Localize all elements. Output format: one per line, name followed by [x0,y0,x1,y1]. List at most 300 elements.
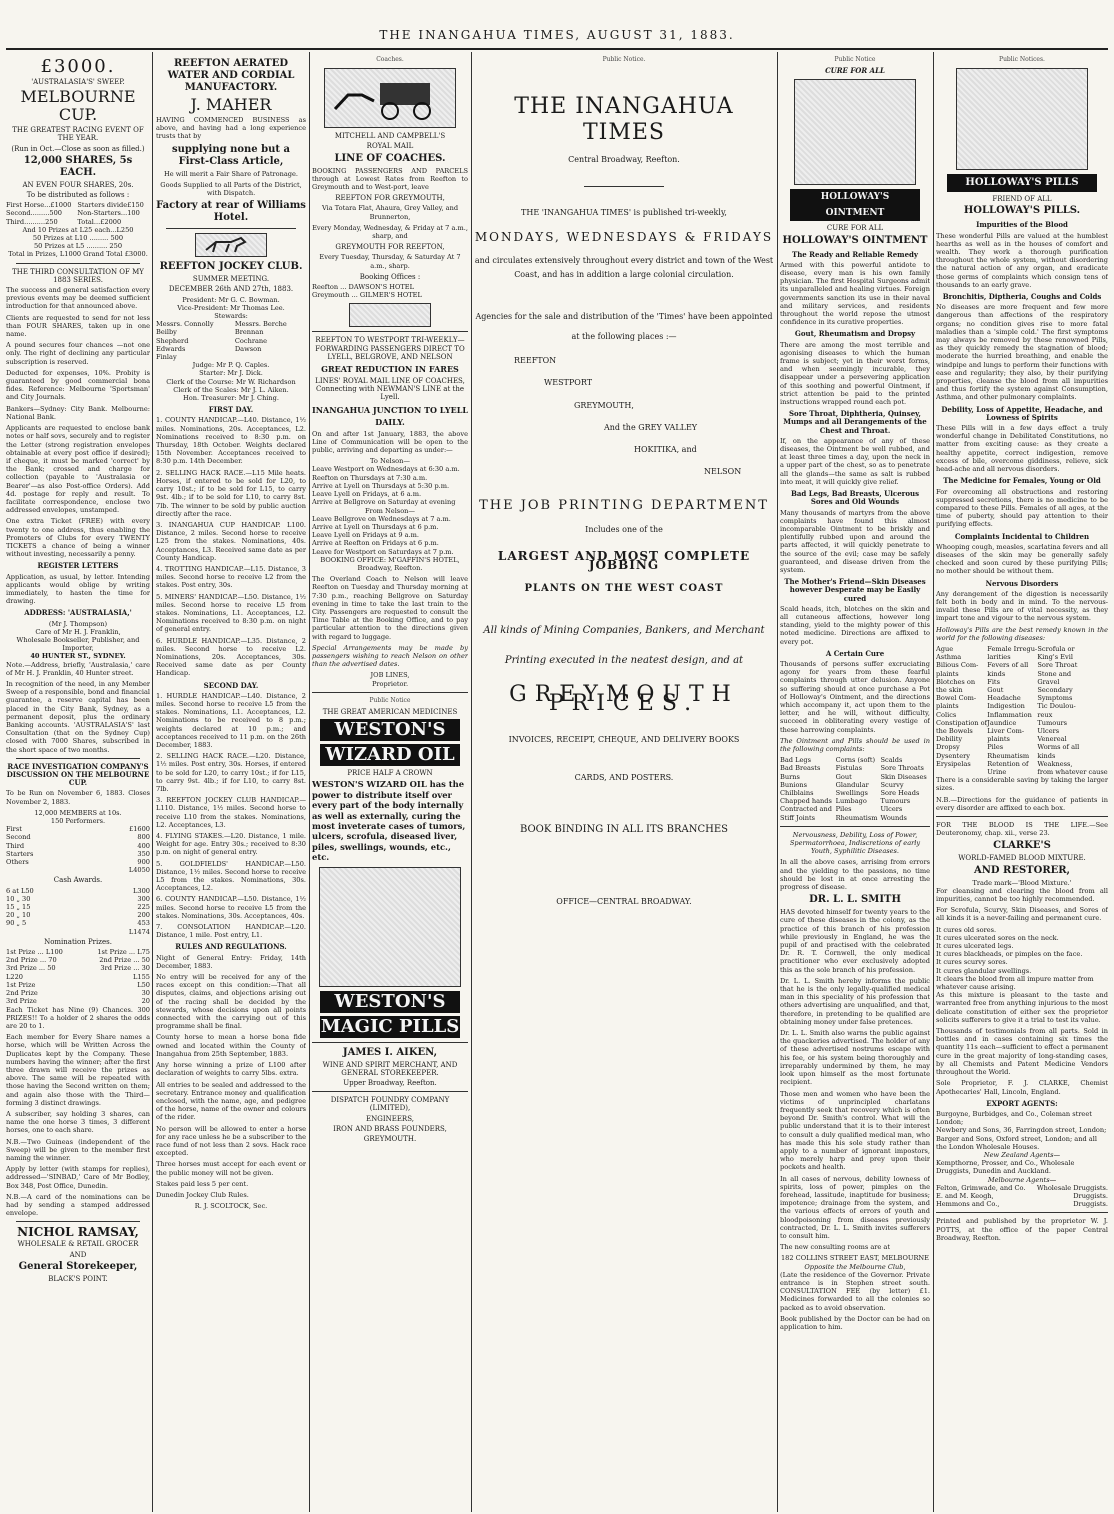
column-5 [780,56,930,1510]
column-divider [152,52,153,1512]
office-line: Reefton ... DAWSON'S HOTEL [312,283,414,292]
job-line: All kinds of Mining Companies, Bankers, and Merchant [483,625,765,637]
subheading: Bad Legs, Bad Breasts, Ulcerous Sores and Old Wounds [790,489,920,507]
table-cell: Swellings [835,789,868,797]
advertiser-name: J. MAHER [190,95,272,114]
table-cell: Blotches on [936,677,976,686]
headline: WORLD-FAMED BLOOD MIXTURE. [958,854,1086,863]
paragraph: Dr. L. L. Smith hereby informs the public that he is the only legally-qualified medical man in this speciality of his profession that others advertising are unqualified, and that, therefore, in pretending to be qualified are obtaining money under false pretences. [780,976,930,1026]
place-item: NELSON [704,467,742,477]
table-cell: 400 [137,841,150,850]
paragraph: The new consulting rooms are at [780,1243,890,1252]
paragraph: These wonderful Pills are valued at the humblest hearths as well as in the houses of comfort and wealth. They work a thorough purification throughout the whole system, without disordering the natural action of any organ, and eradicate those germs of complaints which consign tens of thousands to an early grave. [936,231,1108,289]
column-1 [6,56,150,1510]
column-divider [309,52,310,1512]
table-cell: Indigestion [987,702,1025,711]
table-cell: Druggists. [1073,1200,1108,1209]
column-divider [933,52,934,1512]
section-label: Public Notice [369,696,411,704]
place-item: GREYMOUTH, [574,400,634,410]
table-cell: 6 at L50 [6,886,34,895]
cure-item: It cures scurvy sores. [936,958,1008,967]
column-6 [936,56,1108,1510]
cure-item: It cures ulcerated legs. [936,942,1014,951]
table-cell: Gravel [1037,677,1060,686]
subheading: Debility, Loss of Appetite, Headache, and Lowness of Spirits [941,404,1103,422]
race-item: 5. MINERS' HANDICAP.—L50. Distance, 1½ miles. Second horse to receive L5 from stakes. Nominations, L1. Acceptances, L2. Nominations received to 8:30 p.m. on night of general entry. [156,592,306,634]
table-cell: Scrofula or [1037,644,1075,653]
place-item: And the GREY VALLEY [604,422,698,432]
table-cell: Stone and [1037,669,1072,678]
nomination-table [6,948,150,981]
headline: CURE FOR ALL [825,66,885,76]
headline: ENGINEERS, [366,1114,414,1123]
table-cell: Contracted and [780,805,832,814]
distribution-table [6,201,150,226]
race-item: 5. GOLDFIELDS' HANDICAP.—L50. Distance, 1½ miles. Second horse to receive L5 from the stakes. Nominations, 30s. Acceptances, L2. [156,859,306,893]
circulation-line: and circulates extensively throughout every district and town of the West [474,256,774,266]
subheading: Melbourne Agents— [987,1175,1057,1184]
headline: FRIEND OF ALL [992,195,1052,204]
advertiser-name: NICHOL RAMSAY, [17,1225,139,1240]
table-cell: Ulcers [880,805,903,814]
paragraph: Apply by letter (with stamps for replies), addressed—'SINBAD,' Care of Mr Bodley, Box 348, Post Office, Dunedin. [6,1165,150,1190]
table-cell: Headache [987,694,1021,703]
masthead: THE INANGAHUA TIMES, AUGUST 31, 1883. [379,28,735,42]
address-line: Care of Mr H. J. Franklin, [35,627,121,636]
paragraph: FOR THE BLOOD IS THE LIFE.—See Deuteronomy, chap. xii., verse 23. [936,821,1108,838]
table-cell: Female Irregu- [987,644,1038,653]
headline: THE GREAT AMERICAN MEDICINES [322,707,458,716]
paragraph: HAS devoted himself for twenty years to the cure of these diseases in the colony, as the practice of this branch of his profession while previously in England, he was the pupil of and practised with the celebrated Dr. R. T. Cornwell, the only medical practitioner who ever exclusively adopted this as the sole branch of his profession. [780,908,930,974]
official-line: Stewards: [214,312,248,321]
table-cell: First Horse...£1000 [6,201,72,210]
official-line: Starter: Mr J. Dick. [199,369,263,378]
cure-item: It clears the blood from all impure matter from whatever cause arising. [936,974,1094,992]
section-label: Public Notice [834,56,876,63]
table-cell: 90 „ 5 [6,919,27,928]
table-cell: Others [6,858,29,867]
paragraph: In all cases of nervous, debility lowness of spirits, loss of power, pimples on the forehead, lassitude, inaptitude for business; impotence; drainage from the system, and the various effects of errors of youth and bloodpoisoning from diseases previously contracted, Dr. L. L. Smith invites sufferers to consult him. [780,1174,930,1240]
headline: 12,000 MEMBERS at 10s. [34,808,122,817]
table-cell: 3rd Prize [6,997,37,1006]
table-cell: Starters [6,849,34,858]
job-line: CARDS, AND POSTERS. [574,772,674,782]
column-divider [777,52,778,1512]
table-cell: Weakness, [1037,759,1073,768]
masthead-rule [6,48,1108,50]
paragraph: The Overland Coach to Nelson will leave Reefton on Tuesday and Thursday morning at 7:30 p.m., reaching Bellgrove on Saturday evening in time to take the last train to the City. Passengers are requested to consult the Time Table at the Booking Office, and to pay particular attention to the directions given with regard to luggage. [312,575,468,641]
table-cell: L300 [133,886,150,895]
westons-banner: WESTON'S [320,719,460,741]
paragraph: Special Arrangements may be made by passengers wishing to reach Nelson on other than the advertised dates. [312,643,468,669]
paragraph: Bankers—Sydney: City Bank. Melbourne: National Bank. [6,404,150,421]
place-item: REEFTON [514,356,557,366]
headline: THE GREATEST RACING EVENT OF THE YEAR. [12,126,144,143]
headline: From Nelson— [364,506,416,515]
wizard-oil-banner: WIZARD OIL [320,744,460,766]
headline: Nomination Prizes. [44,937,112,946]
horse-racing-illustration [195,233,267,257]
prize-line: Total in Prizes, L1000 Grand Total £3000. [8,250,148,259]
table-cell: Fits [987,677,1000,686]
table-cell: Cochrane [234,336,268,345]
advertiser-name: DR. L. L. SMITH [809,894,901,906]
table-cell: Dawson [234,344,262,353]
table-cell: Wounds [880,813,907,822]
table-cell: Piles [987,743,1004,752]
table-cell: L50 [137,980,150,989]
stewards-table [156,320,306,361]
table-cell: 1st Prize ... L75 [97,948,150,957]
headline: HOLLOWAY'S OINTMENT [782,234,928,246]
subheading: Impurities of the Blood [976,220,1068,230]
job-line: Includes one of the [585,525,663,535]
publication-line: THE 'INANGAHUA TIMES' is published tri-weekly, [521,208,727,218]
table-cell: Beilby [156,328,177,337]
paragraph: On and after 1st January, 1883, the above Line of Communication will be open to the public, arriving and departing as under:— [312,429,468,455]
paragraph: In all the above cases, arrising from errors and the yielding to the passions, no time should be lost in at once arresting the progress of disease. [780,858,930,892]
race-item: 1. HURDLE HANDICAP.—L40. Distance, 2 miles. Second horse to receive L5 from the stakes. Nominations, L1. Acceptances, L2. Nominations to be received to 8 p.m.; weights declared at 10 p.m.; and acceptances received to 11 p.m. on the 26th December, 1883. [156,691,306,749]
table-cell: Gout [987,685,1004,694]
table-cell: Gout [835,772,852,781]
schedule-line: Leave Lyell on Fridays at 9 a.m. [312,531,419,540]
headline: ADDRESS: 'AUSTRALASIA,' [24,608,132,618]
table-cell: Colics [936,710,957,719]
trade-mark: Trade mark—'Blood Mixture.' [972,878,1072,887]
table-cell: Third [6,841,25,850]
headline: HOLLOWAY'S PILLS. [963,205,1081,217]
table-cell [235,353,306,361]
headline: SUMMER MEETING. [192,275,270,284]
advertiser-name: JAMES I. AIKEN, [342,1046,438,1058]
paragraph: Applicants are requested to enclose bank notes or half sovs, securely and to register the Letter (strong registration envelopes obtainable at every post office if desired); if cheque, it must be marked 'correct' by the Bank; crossed and charge for collection (payable to 'Australasia or Bearer'—as also Post-office Orders). Add 4d. postage for reply and result. To facilitate correspondence, enclose two addressed envelopes, unstamped. [6,424,150,515]
table-cell: Felton, Grimwade, and Co. [936,1183,1026,1192]
ointment-illustration [794,79,916,185]
table-cell: L4050 [128,866,150,875]
headline: MITCHELL AND CAMPBELL'S [334,132,446,141]
headline: DECEMBER 26th AND 27th, 1883. [168,285,294,294]
imprint: Printed and published by the proprietor W. J. POTTS, at the office of the paper Central Broadway, Reefton. [936,1217,1108,1242]
headline: Upper Broadway, Reefton. [343,1079,437,1088]
headline: AND RESTORER, [973,864,1071,876]
table-cell: Fistulas [835,764,862,773]
paragraph: BOOKING OFFICE: M'GAFFIN'S HOTEL, Broadway, Reefton. [320,555,460,572]
table-cell: 300 [137,894,150,903]
places-list [474,357,774,476]
headline: REEFTON TO WESTPORT TRI-WEEKLY—FORWARDING PASSENGERS DIRECT TO LYELL, BELGROVE, AND NELSON [315,336,465,361]
table-cell: Dysentery [936,751,970,760]
table-cell: Burns [780,772,800,781]
headline: (Run in Oct.—Close as soon as filled.) [11,144,145,153]
headline: BLACK'S POINT. [48,1274,108,1283]
table-cell: Edwards [156,344,186,353]
table-cell: Tumours [1037,718,1068,727]
headline: LINE OF COACHES. [334,152,446,164]
paragraph: There are among the most terrible and agonising diseases to which the human frame is subject; yet in their worst forms, and when seemingly incurable, they disappear under a persevering application of this soothing and powerful Ointment, if strict attention be paid to the printed instructions wrapped round each pot. [780,340,930,407]
race-item: 6. COUNTY HANDICAP.—L50. Distance, 1½ miles. Second horse to receive L5 from the stakes. Nominations, 30s. Acceptances, 40s. [156,895,306,920]
job-line: BOOK BINDING IN ALL ITS BRANCHES [519,823,729,835]
table-cell: Messrs. Berche [234,320,287,329]
table-cell: Wholesale Druggists. [1036,1183,1108,1192]
table-cell: reux [1037,710,1053,719]
table-cell: Jaundice [987,718,1017,727]
coach-small-illustration [349,303,431,327]
headline: Cash Awards. [53,876,103,885]
paragraph: Whooping cough, measles, scarlatina fevers and all diseases of the skin may be generally safely checked and soon cured by these purifying Pills; no mother should be without them. [936,542,1108,576]
paragraph: Book published by the Doctor can be had on application to him. [780,1314,930,1331]
rule-item: Three horses must accept for each event or the public money will not be given. [156,1160,306,1177]
race-item: 3. REEFTON JOCKEY CLUB HANDICAP.—L110. Distance, 1½ miles. Second horse to receive L10 from the stakes. Nominations, L2. Acceptances, L3. [156,796,306,829]
schedule-line: Leave Westport on Wednesdays at 6:30 a.m. [312,465,460,474]
pills-illustration [956,68,1088,170]
prize-line: And 10 Prizes at L25 each...L250 [22,225,134,234]
ointment-banner: HOLLOWAY'S OINTMENT [790,189,920,221]
paragraph: He will merit a Fair Share of Patronage. [163,169,298,178]
table-cell: E. and M. Keogh, [936,1191,994,1200]
section-label: Public Notices. [999,56,1045,63]
table-cell: Total...£2000 [77,217,122,226]
headline: 150 Performers. [50,817,106,826]
headline: THE THIRD CONSULTATION OF MY 1883 SERIES. [12,267,144,284]
headline: WINE AND SPIRIT MERCHANT, AND GENERAL STOREKEEPER. [322,1060,458,1077]
paragraph: A pound secures four chances —not one only. The right of declining any particular subscription is reserved. [6,341,150,366]
table-cell: 2nd Prize ... 50 [99,956,150,965]
subheading: EXPORT AGENTS: [986,1098,1058,1108]
paragraph: Holloway's Pills are the best remedy known in the world for the following diseases: [936,625,1108,642]
table-cell [936,768,987,776]
paragraph: Thousands of testimonials from all parts. Sold in bottles and in cases containing six times the quantity 11s each—sufficient to effect a permanent cure in the great majority of long-standing cases, by all Chemists and Patent Medicine Vendors throughout the World. [936,1027,1108,1077]
official-line: Hon. Treasurer: Mr J. Ching. [183,394,279,403]
table-cell: 1st Prize ... L100 [6,948,63,957]
cure-item: It cures glandular swellings. [936,966,1032,975]
coach-icon [330,73,450,123]
headline: REEFTON JOCKEY CLUB. [159,261,303,273]
table-cell: Stiff Joints [780,813,816,822]
table-cell: Constipation of [936,718,988,727]
table-cell: Secondary [1037,685,1073,694]
paragraph: WESTON'S WIZARD OIL has the power to distribute itself over every part of the body internally as well as externally, curing the most inveterate cases of tumors, ulcers, scrofula, diseased liver, piles, swellings, wounds, etc., etc. [312,779,466,863]
official-line: Clerk of the Scales: Mr J. L. Aiken. [173,385,289,394]
rule-item: County horse to mean a horse bona fide owned and located within the County of Inangahua from 25th September, 1883. [156,1033,306,1058]
table-cell: Retention of [987,759,1029,768]
melbourne-agents-table [936,1184,1108,1209]
paragraph: In recognition of the need, in any Member Sweep of a responsible, bond and financial guarantee, a reserve capital has been placed in the City Bank, Sydney, as a permanent deposit, plus the ordinary Banking accounts. 'AUSTRALASIA'S' last Consultation (that on the Sydney Cup) closed with 7000 Shares, subscribed in the short space of two months. [6,679,150,754]
greymouth-prices: GREYMOUTH PRICES. [509,682,739,716]
table-cell: 30 [141,989,150,998]
column-divider [471,52,472,1512]
schedule-line: Arrive at Lyell on Thursdays at 6 p.m. [312,522,439,531]
subheading: A Certain Cure [825,648,885,658]
schedule-line: Leave Lyell on Fridays, at 6 a.m. [312,490,422,499]
table-cell: Corns (soft) [835,756,876,765]
table-cell: Bad Breasts [780,764,821,773]
cure-item: It cures old sores. [936,925,997,934]
job-department-title: THE JOB PRINTING DEPARTMENT [479,498,769,514]
job-headline: PLANTS ON THE WEST COAST [524,582,724,594]
headline: GREYMOUTH FOR REEFTON, [335,243,445,252]
address-line: Wholesale Bookseller, Publisher, and Importer, [16,635,140,653]
subheading: New Zealand Agents— [983,1150,1061,1159]
paragraph: Each member for Every Share names a horse, which will be Written Across the Duplicates kept by the Company. These numbers having the winner; after the first three drawn will receive the prizes as above. The same will be repeated with those having the Second written on them; and again also those with the Third—forming 3 distinct drawings. [6,1033,150,1107]
complaints-table [780,756,930,822]
paragraph: Dr. L. L. Smith also warns the public against the quackeries advertised. The holder of any of these advertised nostrums escape with his fee, or his system being thoroughly and irreparably undermined by them, he may look upon himself as the most fortunate recipient. [780,1029,930,1087]
paragraph: Goods Supplied to all Parts of the District, with Dispatch. [160,180,302,198]
table-cell: Druggists. [1073,1191,1108,1200]
table-cell: Lumbago [835,797,867,806]
paragraph: BOOKING PASSENGERS AND PARCELS through at Lowest Rates from Reefton to Greymouth and to West-port, leave [312,166,468,192]
table-cell: 10 „ 30 [6,894,31,903]
price-line: PRICE HALF A CROWN [347,769,433,778]
table-cell: L1474 [128,927,150,936]
headline: To Nelson— [370,457,410,466]
table-cell: Chapped hands [780,797,832,806]
rule-item: No person will be allowed to enter a horse for any race unless he be a subscriber to the race fund of not less than 2 sovs. Hack race excepted. [156,1124,306,1158]
job-line: INVOICES, RECEIPT, CHEQUE, AND DELIVERY BOOKS [508,734,740,744]
column-2 [156,56,306,1510]
table-cell: Symptoms [1037,694,1073,703]
shares-headline: 12,000 SHARES, 5s EACH. [23,154,133,178]
paragraph: The success and general satisfaction every previous events may be deemed sufficient introduction for that announced above. [6,286,150,311]
race-item: 2. SELLING HACK RACE.—L15 Mile heats. Horses, if entered to be sold for L20, to carry 10st.; if to be sold for L15, to carry 9st. 4lb.; if to be sold for L10, to carry 8st. 7lb. The winner to be sold by public auction directly after the race. [156,468,306,518]
agencies-line: at the following places :— [571,332,677,342]
table-cell: plaints [936,702,959,711]
headline: AN EVEN FOUR SHARES, 20s. [22,180,134,189]
subheading: Gout, Rheumatism and Dropsy [794,329,916,339]
headline: GREYMOUTH. [363,1135,417,1144]
table-cell: 20 [141,997,150,1006]
headline: RULES AND REGULATIONS. [175,942,287,952]
table-cell: 1st Prize [6,980,36,989]
paper-title: THE INANGAHUA TIMES [514,94,734,146]
schedule-line: Leave Bellgrove on Wednesdays at 7 a.m. [312,514,451,523]
table-cell: 350 [137,849,150,858]
headline: Factory at rear of Williams Hotel. [156,200,306,224]
table-cell: Fevers of all [987,661,1029,670]
headline: WHOLESALE & RETAIL GROCER [17,1240,139,1249]
race-item: 2. SELLING HACK RACE.—L20. Distance, 1½ miles. Post entry, 30s. Horses, if entered to be sold for L20, to carry 10st.; if for L15, to carry 9st. 4lb.; if for L10, to carry 8st. 7lb. [156,752,306,793]
headline: General Storekeeper, [18,1260,138,1272]
rule-item: Night of General Entry: Friday, 14th December, 1883. [156,953,306,970]
table-cell: 900 [137,858,150,867]
table-cell: Bunions [780,780,808,789]
publication-days: MONDAYS, WEDNESDAYS & FRIDAYS [474,230,774,245]
official-line: Vice-President: Mr Thomas Lee. [177,303,285,312]
table-cell: Ague [936,644,954,653]
table-cell: Non-Starters...100 [77,209,140,218]
headline: RACE INVESTIGATION COMPANY'S DISCUSSION ON THE MELBOURNE CUP. [6,761,150,788]
subheading: The Medicine for Females, Young or Old [943,476,1101,486]
schedule-line: Leave for Westport on Saturdays at 7 p.m. [312,547,454,556]
office-line: OFFICE—CENTRAL BROADWAY. [556,896,692,906]
headline: AND [69,1250,87,1259]
paragraph: Every Monday, Wednesday, & Friday at 7 a.m., sharp, and [312,223,468,241]
address-line: Central Broadway, Reefton. [568,155,680,165]
schedule-line: Arrive at Bellgrove on Saturday at evening [312,498,456,507]
address-line: (Mr J. Thompson) [48,619,108,628]
table-cell: kinds [1037,751,1056,760]
table-cell: kinds [987,669,1006,678]
subheading: Complaints Incidental to Children [954,531,1090,541]
paragraph: Any derangement of the digestion is necessarily felt both in body and in mind. To the nervous-invalid these Pills are of vital necessity, as they impart tone and vigour to the nervous system. [936,589,1108,623]
table-cell: Second.........500 [6,209,62,218]
headline: LINES' ROYAL MAIL LINE OF COACHES, Connecting with NEWMAN'S LINE at the Lyell. [315,377,465,402]
headline: REEFTON AERATED WATER AND CORDIAL MANUFACTORY. [167,58,295,93]
rule-item: Stakes paid less 5 per cent. [156,1179,249,1188]
place-item: HOKITIKA, and [634,445,697,455]
schedule-line: Arrive at Lyell on Thursdays at 5:30 p.m. [312,481,450,490]
subheading: Bronchitis, Diptheria, Coughs and Colds [942,292,1102,302]
column-3 [312,56,468,1510]
rule-item: Dunedin Jockey Club Rules. [156,1190,249,1199]
table-cell: Piles [835,805,852,814]
table-cell: King's Evil [1037,653,1073,662]
signature: Proprietor. [371,679,409,688]
agent-line: Burgoyne, Burbidges, and Co., Coleman street London; [936,1109,1092,1127]
cash-table [6,887,150,936]
table-cell: 453 [137,919,150,928]
table-cell: Tumours [880,797,911,806]
paragraph: Via Totara Flat, Ahaura, Grey Valley, and Brunnerton, [321,204,459,221]
race-table [6,825,150,874]
headline: CURE FOR ALL [826,224,884,233]
table-cell: Rheumatism [835,813,878,822]
job-headline: LARGEST AND MOST COMPLETE JOBBING [497,549,751,572]
paragraph: Thousands of persons suffer excruciating agony for years from these fearful complaints through utter delusion. Anyone so suffering should at once purchase a Pot of Holloway's Ointment, and the directions which accompany it, act upon them to the letter, and he will, without difficulty, succeed in obliterating every vestige of these harrowing complaints. [780,659,930,734]
table-cell: Rheumatism [987,751,1030,760]
rule-item: All entries to be sealed and addressed to the secretary. Entrance money and qualification enclosed, with the name, age, and pedigree of the horse, name of the owner and colours of the rider. [156,1080,306,1122]
table-cell: larities [987,653,1011,662]
table-cell: Third..........250 [6,217,58,226]
table-cell: Sore Heads [880,789,920,797]
prize-line: 50 Prizes at L10 ......... 500 [32,234,124,243]
paragraph: For overcoming all obstructions and restoring suppressed secretions, there is no medicine to be compared to these Pills. Females of all ages, at the time of puberty, should pay attention to their purifying effects. [936,487,1108,529]
paragraph: Nervousness, Debility, Loss of Power, Spermatorrhoea, Indiscretions of early Youth, Syphilitic Diseases. [789,830,921,856]
signature: R. J. SCOLTOCK, Sec. [194,1202,268,1211]
rule-item: Any horse winning a prize of L100 after declaration of weights to carry 5lbs. extra. [156,1061,306,1078]
table-cell: Worms of all [1037,743,1080,752]
rule-item: No entry will be received for any of the races except on this condition:—That all disputes, claims, and objections arising out of the racing shall be decided by the stewards, whose decisions upon all points connected with the carrying out of this programme shall be final. [156,973,306,1031]
subheading: The Mother's Friend—Skin Diseases however Desperate may be Easily cured [784,577,926,603]
table-cell: 200 [137,911,150,920]
table-cell: 3rd Prize ... 30 [100,964,150,973]
circulation-line: Coast, and has in addition a large colonial circulation. [514,270,734,280]
table-cell: Scurvy [880,780,904,789]
paragraph: Application, as usual, by letter. Intending applicants would oblige by writing immediately, to hasten the time for drawing. [6,572,150,606]
prize-line: 50 Prizes at L5 .......... 250 [33,242,123,251]
subheading: The Ready and Reliable Remedy [791,249,918,259]
headline: INANGAHUA JUNCTION TO LYELL DAILY. [312,404,468,427]
agent-line: Kempthorne, Prosser, and Co., Wholesale Druggists, Dunedin and Auckland. [936,1159,1075,1176]
paragraph: For Scrofula, Scurvy, Skin Diseases, and Sores of all kinds it is a never-failing and permanent cure. [936,906,1108,923]
headline: REGISTER LETTERS [37,561,119,571]
table-cell: the skin [936,685,963,694]
headline: supplying none but a First-Class Article, [172,143,290,167]
table-cell: 20 „ 10 [6,911,31,920]
horse-icon [201,236,261,254]
table-cell: L220 [6,972,23,981]
table-cell: Liver Com- [987,726,1025,735]
table-cell [6,928,88,936]
table-cell: from whatever cause [1037,768,1108,776]
table-cell: Sore Throats [880,764,924,773]
table-cell: Finlay [156,353,177,362]
paragraph: (Late the residence of the Governor. Private entrance is in Stephen street south. CONSULTATION FEE (by letter) £1. Medicines forwarded to all the colonies so packed as to avoid observation. [780,1270,930,1312]
race-item: 4. TROTTING HANDICAP.—L15. Distance, 3 miles. Second horse to receive L2 from the stakes. Post entry, 30s. [156,564,306,590]
subheading: Sore Throat, Diphtheria, Quinsey, Mumps and all Derangements of the Chest and Throat. [783,409,927,435]
headline: Booking Offices : [359,272,421,281]
table-cell: Bad Legs [780,756,811,765]
